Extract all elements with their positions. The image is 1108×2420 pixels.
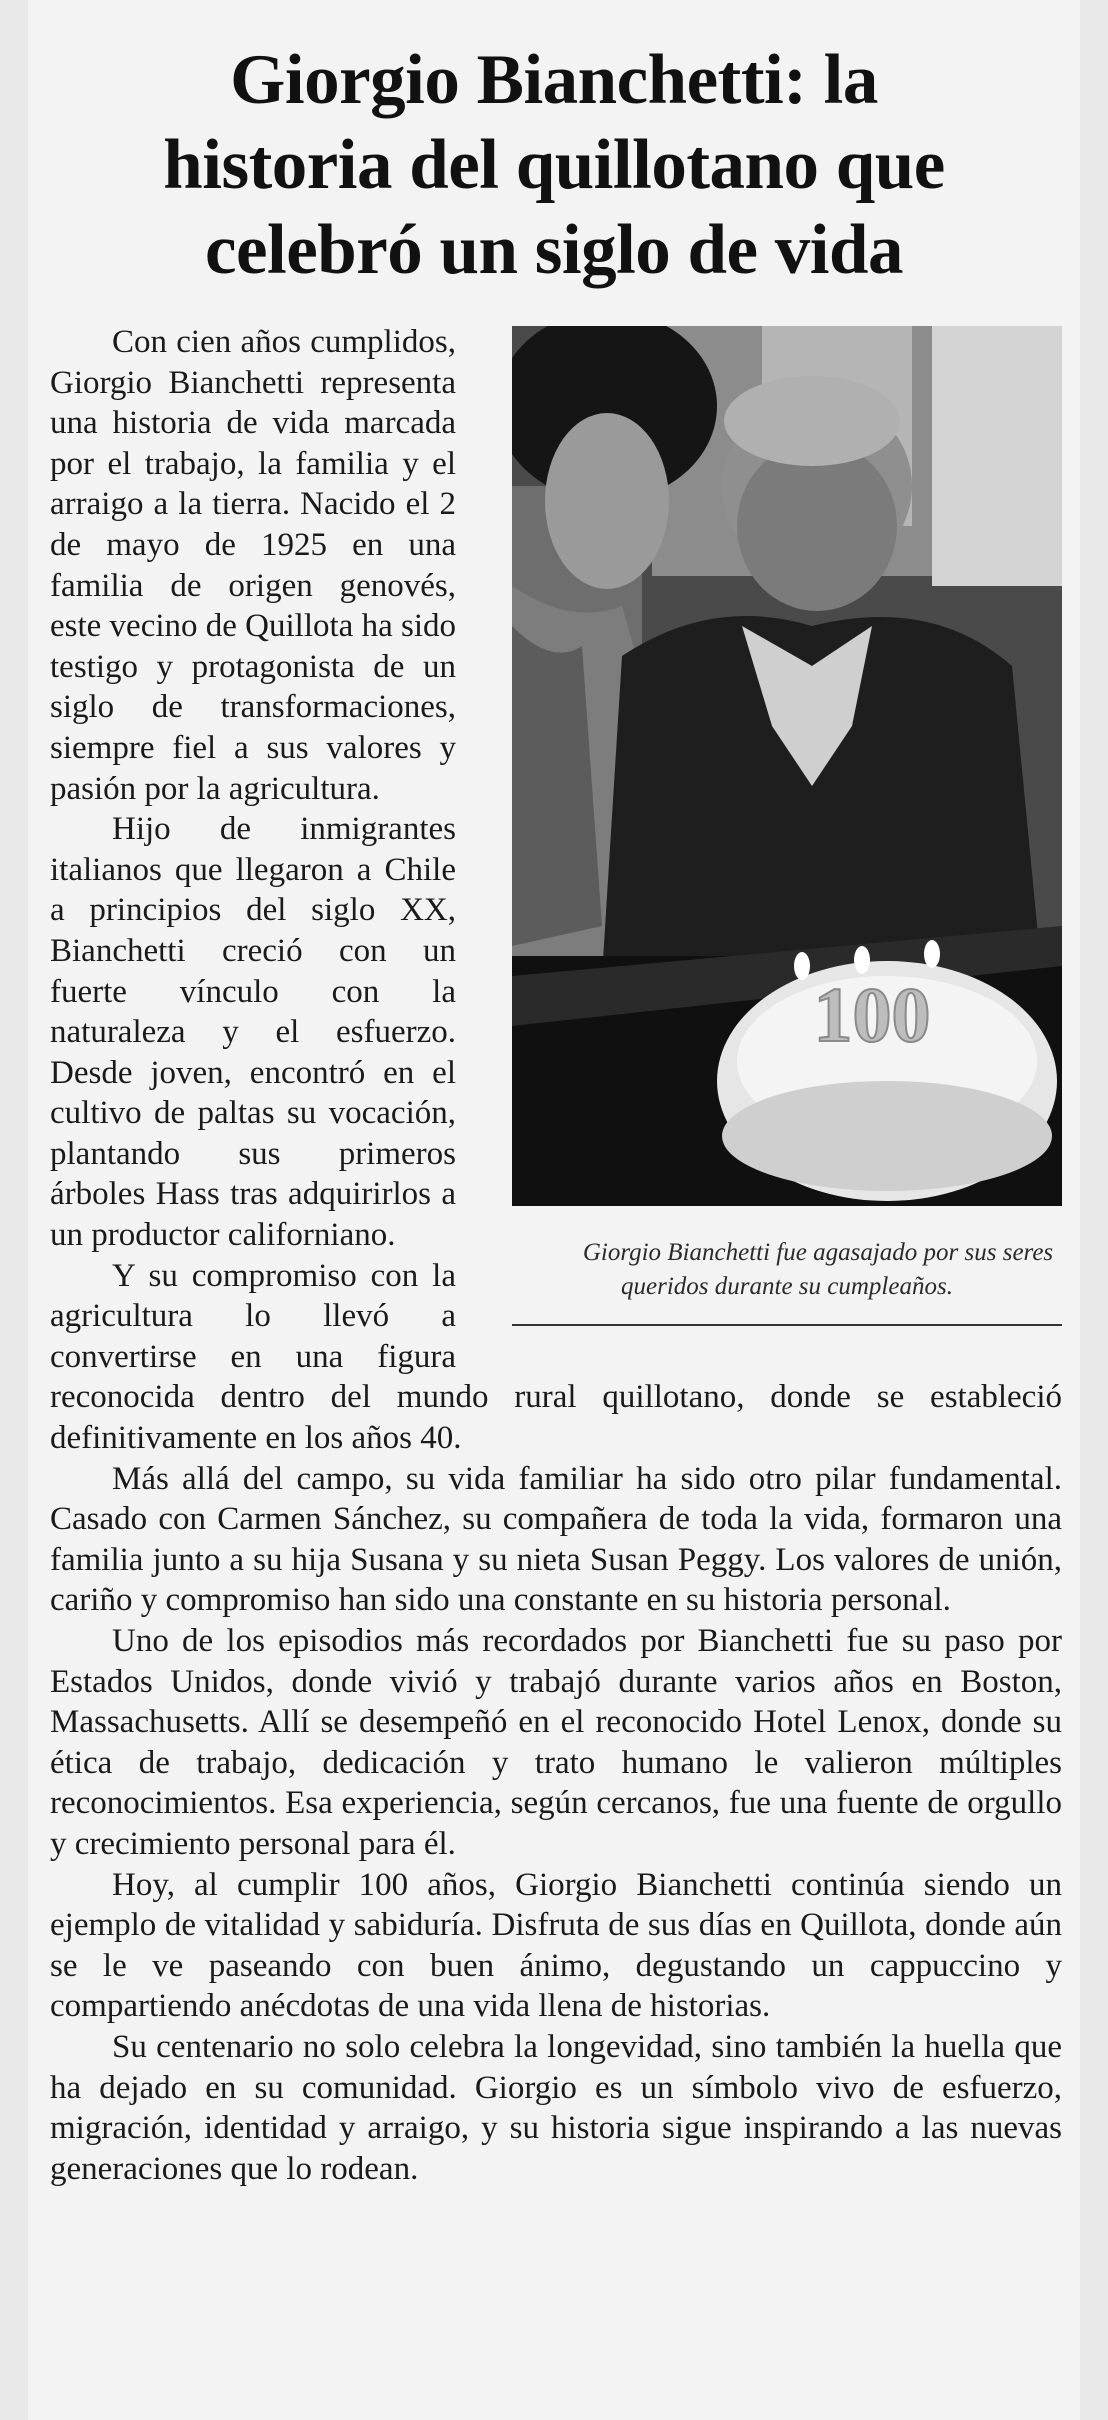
cake-number: 100 [813,971,931,1058]
headline-line-1: Giorgio Bianchetti: la [230,41,878,119]
paragraph-1: Con cien años cumplidos, Giorgio Bianchetti representa una historia de vida marcada por el trabajo, la familia y el arraigo a la tierra. Nacido el 2 de mayo de 1925 en una familia de origen genovés, este vecino de Quillota ha sido testigo y protagonista de un siglo de transformaciones, siempre fiel a sus valores y pasión por la agricultura. [50,324,456,807]
paragraph-3: Y su compromiso con la agricultura lo llevó a convertirse en una figura reconocida dentro del mundo rural quillotano, donde se estableció definitivamente en los años 40. [50,1257,1062,1457]
paragraph-7: Su centenario no solo celebra la longevidad, sino también la huella que ha dejado en su comunidad. Giorgio es un símbolo vivo de esfuerzo, migración, identidad y arraigo, y su historia sigue inspirando a las nuevas generaciones que lo rodean. [50,2028,1062,2187]
article-body [50,322,1062,2189]
headline-line-2: historia del quillotano que [163,126,945,204]
paragraph-6: Hoy, al cumplir 100 años, Giorgio Bianchetti continúa siendo un ejemplo de vitalidad y sabiduría. Disfruta de sus días en Quillota, donde aún se le ve paseando con buen ánimo, degustando un cappuccino y compartiendo anécdotas de una vida llena de historias. [50,1866,1062,2025]
article-headline [68,38,1040,293]
photo-caption: Giorgio Bianchetti fue agasajado por sus seres queridos durante su cumpleaños. [582,1239,1054,1300]
paragraph-5: Uno de los episodios más recordados por Bianchetti fue su paso por Estados Unidos, donde vivió y trabajó durante varios años en Boston, Massachusetts. Allí se desempeñó en el reconocido Hotel Lenox, donde su ética de trabajo, dedicación y trato humano le valieron múltiples reconocimientos. Esa experiencia, según cercanos, fue una fuente de orgullo y crecimiento personal para él. [50,1623,1062,1862]
headline-line-3: celebró un siglo de vida [204,211,904,289]
photo-block [484,322,1062,1345]
paragraph-2: Hijo de inmigrantes italianos que llegaron a Chile a principios del siglo XX, Bianchetti creció con un fuerte vínculo con la naturaleza y el esfuerzo. Desde joven, encontró en el cultivo de paltas su vocación, plantando sus primeros árboles Hass tras adquirirlos a un productor californiano. [50,811,456,1254]
article-photo [512,326,1062,1206]
paragraph-4: Más allá del campo, su vida familiar ha sido otro pilar fundamental. Casado con Carmen Sánchez, su compañera de toda la vida, formaron una familia junto a su hija Susana y su nieta Susan Peggy. Los valores de unión, cariño y compromiso han sido una constante en su historia personal. [50,1460,1062,1619]
newspaper-page [28,0,1080,2420]
caption-divider [512,1324,1062,1326]
